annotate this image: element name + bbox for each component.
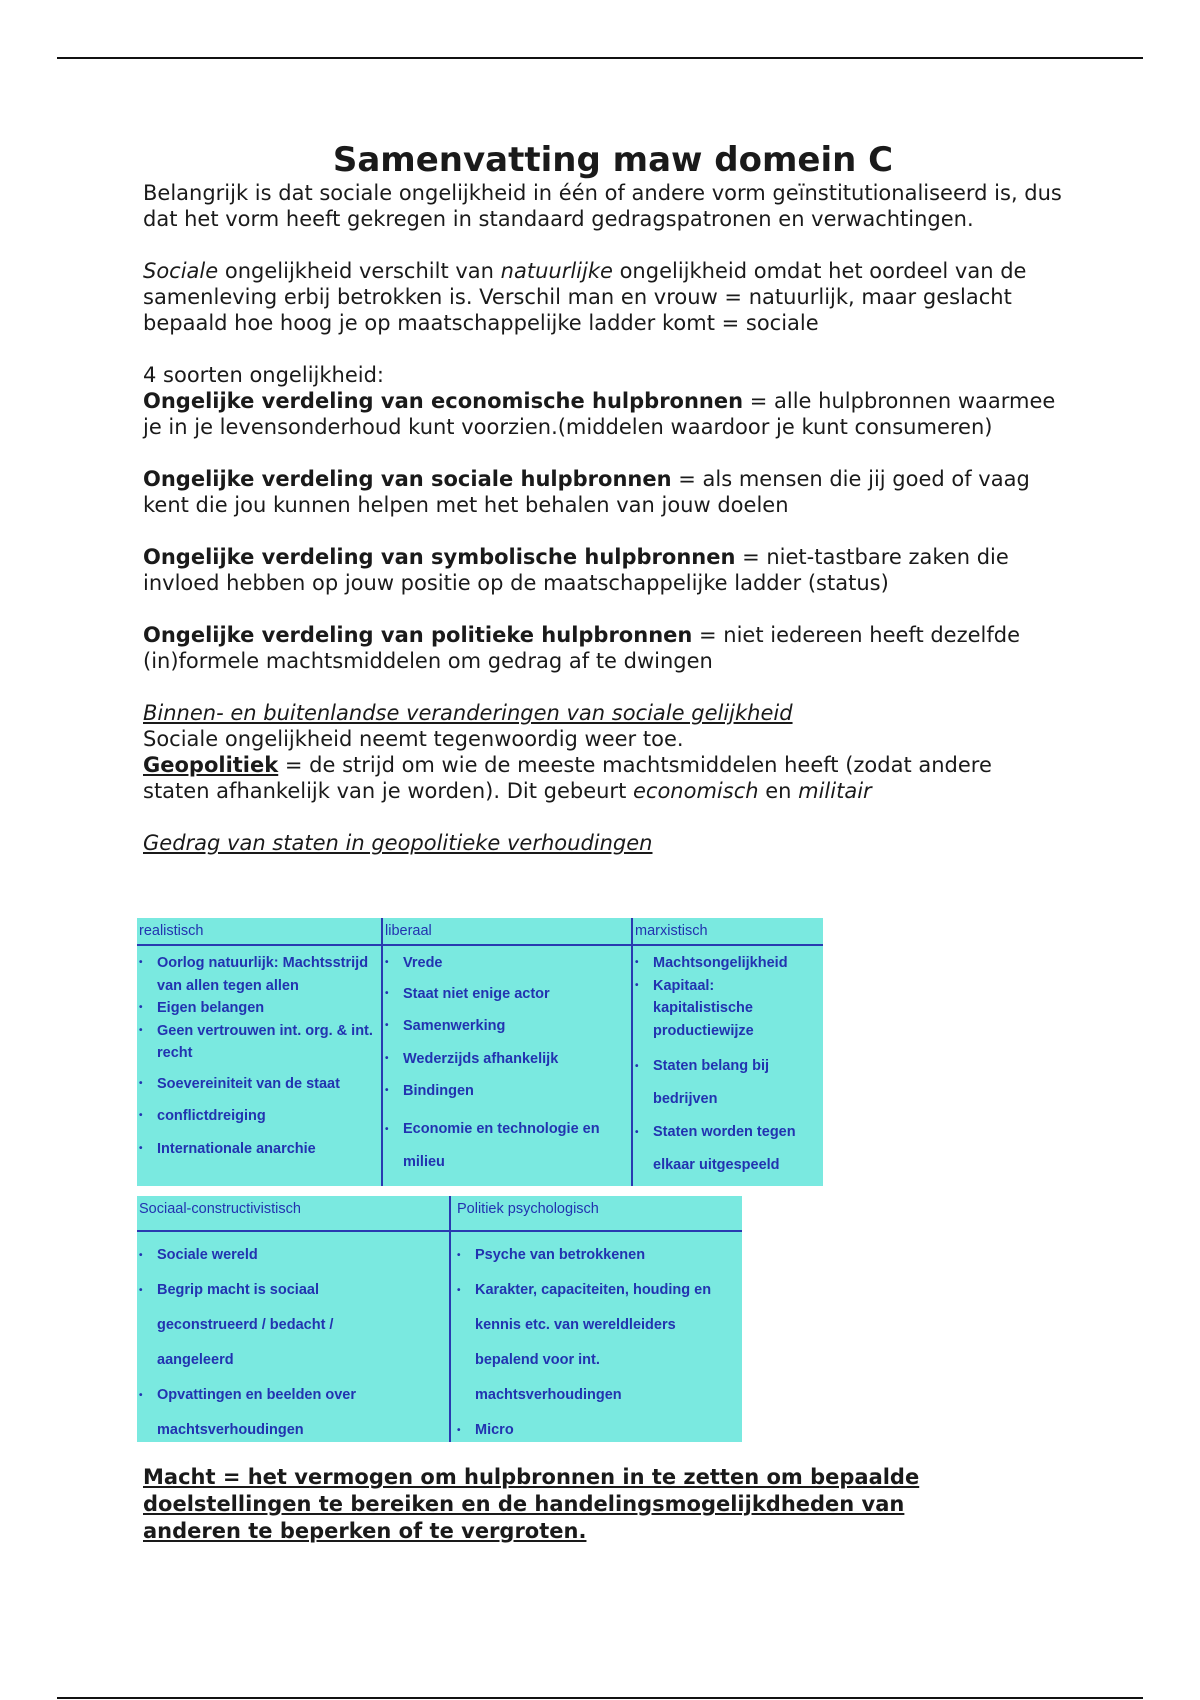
list-item: • Vrede — [383, 952, 625, 975]
section-heading-behaviour: Gedrag van staten in geopolitieke verhoudingen — [143, 831, 653, 855]
social-vs-natural-paragraph — [143, 258, 1063, 336]
list-item: • Kapitaal: kapitalistische productiewijze — [633, 975, 815, 1043]
list-item: • Samenwerking — [383, 1015, 625, 1038]
kind-term: Ongelijke verdeling van symbolische hulpbronnen — [143, 545, 736, 569]
power-definition: Macht = het vermogen om hulpbronnen in te zetten om bepaalde doelstellingen te bereiken en de handelingsmogelijkdheden van anderen te beperken of te vergroten. — [143, 1465, 920, 1543]
emphasis-economisch: economisch — [632, 779, 759, 803]
document-body — [143, 140, 1063, 856]
list-item: • Opvattingen en beelden over machtsverhoudingen — [137, 1378, 409, 1448]
kind-term: Ongelijke verdeling van sociale hulpbronnen — [143, 467, 672, 491]
list-item: • Economie en technologie en milieu — [383, 1113, 625, 1179]
column-header: realistisch — [137, 918, 381, 946]
emphasis-militair: militair — [798, 779, 872, 803]
list-item: • Internationale anarchie — [137, 1138, 373, 1161]
theories-table-2 — [137, 1196, 742, 1442]
kind-term: Ongelijke verdeling van economische hulpbronnen — [143, 389, 744, 413]
column-list — [383, 946, 631, 1179]
kind-desc: = niet iedereen heeft dezelfde (in)formele machtsmiddelen om gedrag af te dwingen — [143, 623, 1021, 673]
column-list — [633, 946, 823, 1182]
emphasis-natuurlijke: natuurlijke — [500, 259, 613, 283]
list-item: • Begrip macht is sociaal geconstrueerd / bedacht / aangeleerd — [137, 1273, 409, 1378]
kind-social — [143, 466, 1063, 518]
theories-table-1 — [137, 918, 823, 1186]
column-liberaal — [383, 918, 631, 1186]
column-header: liberaal — [383, 918, 631, 946]
kinds-intro: 4 soorten ongelijkheid: — [143, 363, 384, 387]
top-rule — [57, 57, 1143, 59]
text-span: ongelijkheid verschilt van — [218, 259, 501, 283]
list-item: • Wederzijds afhankelijk — [383, 1048, 625, 1071]
list-item: • Oorlog natuurlijk: Machtsstrijd van allen tegen allen — [137, 952, 373, 997]
list-item: • Eigen belangen — [137, 997, 373, 1020]
emphasis-sociale: Sociale — [143, 259, 219, 283]
list-item: • Machtsongelijkheid — [633, 952, 815, 975]
column-header: Sociaal-constructivistisch — [137, 1196, 449, 1232]
changes-line: Sociale ongelijkheid neemt tegenwoordig weer toe. — [143, 727, 684, 751]
list-item: • Staten worden tegen elkaar uitgespeeld — [633, 1116, 815, 1182]
kind-desc: = niet-tastbare zaken die invloed hebben op jouw positie op de maatschappelijke ladder (status) — [143, 545, 1009, 595]
bottom-rule — [57, 1697, 1143, 1699]
geopolitics-paragraph — [143, 752, 1063, 804]
kind-economic — [143, 388, 1063, 440]
list-item: • Staat niet enige actor — [383, 983, 625, 1006]
list-item: • Staten belang bij bedrijven — [633, 1050, 815, 1116]
column-list — [137, 946, 381, 1160]
column-header: marxistisch — [633, 918, 823, 946]
kind-term: Ongelijke verdeling van politieke hulpbronnen — [143, 623, 693, 647]
list-item: • Soevereiniteit van de staat — [137, 1073, 373, 1096]
list-item: • Sociale wereld — [137, 1238, 409, 1273]
text-span: = de strijd om wie de meeste machtsmiddelen heeft (zodat andere staten afhankelijk van je worden). Dit gebeurt — [143, 753, 992, 803]
list-item: • Micro — [455, 1413, 742, 1448]
list-item: • conflictdreiging — [137, 1105, 373, 1128]
section-heading-changes: Binnen- en buitenlandse veranderingen van sociale gelijkheid — [143, 701, 793, 725]
text-span: en — [758, 779, 799, 803]
kind-political — [143, 622, 1063, 674]
kind-symbolic — [143, 544, 1063, 596]
page-title: Samenvatting maw domein C — [332, 140, 894, 180]
list-item: • Geen vertrouwen int. org. & int. recht — [137, 1020, 373, 1065]
column-politiek-psychologisch — [451, 1196, 742, 1442]
geopolitics-term: Geopolitiek — [143, 753, 279, 777]
column-realistisch — [137, 918, 381, 1186]
column-list — [137, 1232, 449, 1448]
column-list — [451, 1232, 742, 1448]
column-marxistisch — [633, 918, 823, 1186]
intro-paragraph: Belangrijk is dat sociale ongelijkheid in één of andere vorm geïnstitutionaliseerd is, dus dat het vorm heeft gekregen in standaard gedragspatronen en verwachtingen. — [143, 181, 1062, 231]
kind-desc: = alle hulpbronnen waarmee je in je levensonderhoud kunt voorzien.(middelen waardoor je kunt consumeren) — [143, 389, 1056, 439]
column-header: Politiek psychologisch — [451, 1196, 742, 1232]
text-span: ongelijkheid omdat het oordeel van de samenleving erbij betrokken is. Verschil man en vrouw = natuurlijk, maar geslacht bepaald hoe hoog je op maatschappelijke ladder komt = sociale — [143, 259, 1027, 335]
kind-desc: = als mensen die jij goed of vaag kent die jou kunnen helpen met het behalen van jouw doelen — [143, 467, 1030, 517]
list-item: • Karakter, capaciteiten, houding en kennis etc. van wereldleiders bepalend voor int. machtsverhoudingen — [455, 1273, 742, 1413]
column-sociaal-constructivistisch — [137, 1196, 449, 1442]
list-item: • Psyche van betrokkenen — [455, 1238, 742, 1273]
list-item: • Bindingen — [383, 1080, 625, 1103]
